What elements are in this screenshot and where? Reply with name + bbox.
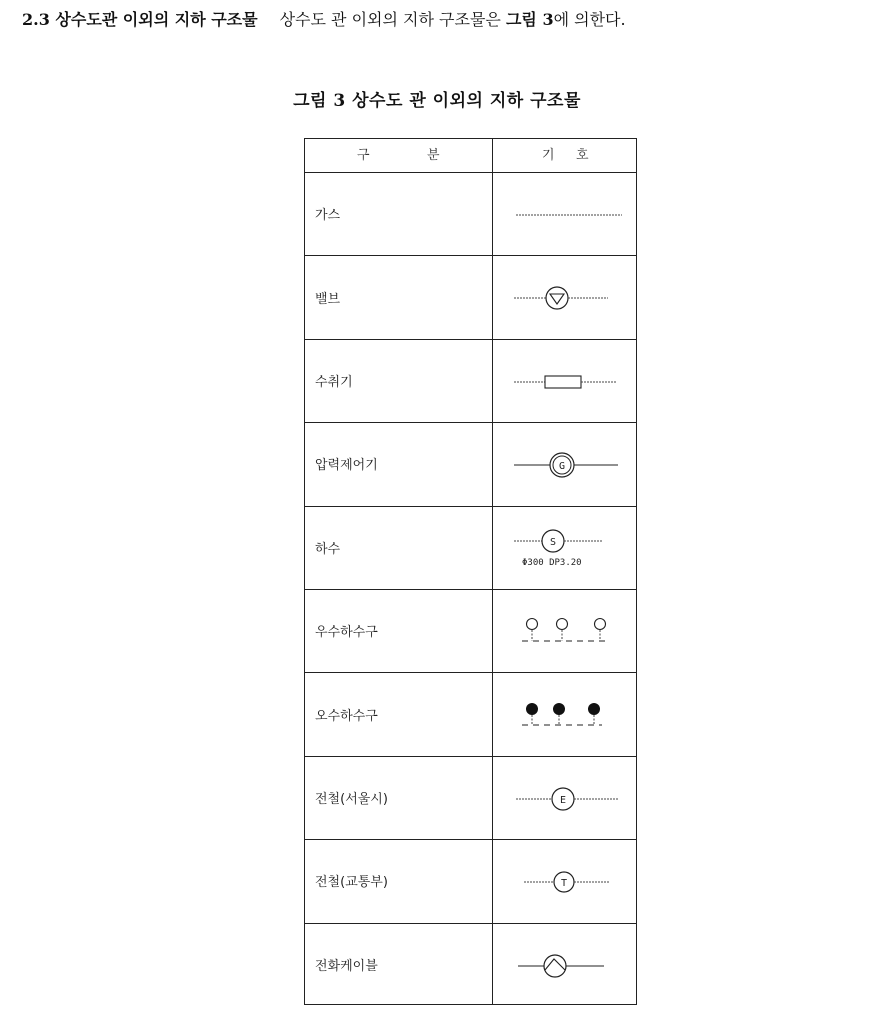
table-header — [305, 139, 636, 173]
section-body-suffix: 에 의한다. — [553, 10, 626, 29]
section-title: 2.3 상수도관 이외의 지하 구조물 — [22, 10, 258, 29]
row-label: 전철(서울시) — [315, 791, 388, 807]
section-body-prefix: 상수도 관 이외의 지하 구조물은 — [279, 10, 501, 29]
pressure-controller-icon — [492, 422, 638, 505]
header-category — [305, 139, 492, 172]
valve-icon — [492, 255, 638, 338]
symbol-table — [304, 138, 637, 1005]
telephone-cable-icon — [492, 923, 638, 1006]
storm-drain-icon — [492, 589, 638, 672]
table-row — [305, 172, 636, 256]
table-row — [305, 589, 636, 673]
header-symbol-char2: 호 — [576, 148, 589, 163]
header-category-char2: 분 — [427, 148, 440, 163]
row-label: 압력제어기 — [315, 458, 378, 474]
table-row — [305, 839, 636, 923]
sewer-note: Φ300 DP3.20 — [522, 557, 582, 568]
pressure-controller-letter: G — [558, 461, 566, 473]
section-figure-ref: 그림 3 — [505, 10, 554, 29]
table-row — [305, 672, 636, 756]
table-row — [305, 339, 636, 423]
row-label: 전화케이블 — [315, 958, 378, 974]
section-heading — [22, 8, 862, 32]
table-row — [305, 255, 636, 339]
gas-line-icon — [492, 172, 638, 255]
header-category-char1: 구 — [357, 148, 370, 163]
table-row — [305, 756, 636, 840]
table-row — [305, 923, 636, 1006]
sewer-letter: S — [549, 536, 557, 548]
row-label: 밸브 — [315, 291, 341, 307]
figure-caption: 그림 3 상수도 관 이외의 지하 구조물 — [293, 91, 581, 111]
table-row — [305, 422, 636, 506]
table-row — [305, 506, 636, 590]
row-label: 우수하수구 — [315, 625, 378, 641]
row-label: 하수 — [315, 541, 341, 557]
sewer-icon — [492, 506, 638, 589]
header-symbol — [492, 139, 638, 172]
row-label: 수취기 — [315, 374, 353, 390]
receiver-icon — [492, 339, 638, 422]
row-label: 가스 — [315, 208, 341, 224]
subway-ministry-letter: T — [560, 878, 568, 890]
subway-seoul-letter: E — [559, 794, 567, 806]
subway-ministry-icon — [492, 839, 638, 922]
row-label: 오수하수구 — [315, 708, 378, 724]
row-label: 전철(교통부) — [315, 875, 388, 891]
sewage-drain-icon — [492, 672, 638, 755]
header-symbol-char1: 기 — [542, 148, 555, 163]
subway-seoul-icon — [492, 756, 638, 839]
